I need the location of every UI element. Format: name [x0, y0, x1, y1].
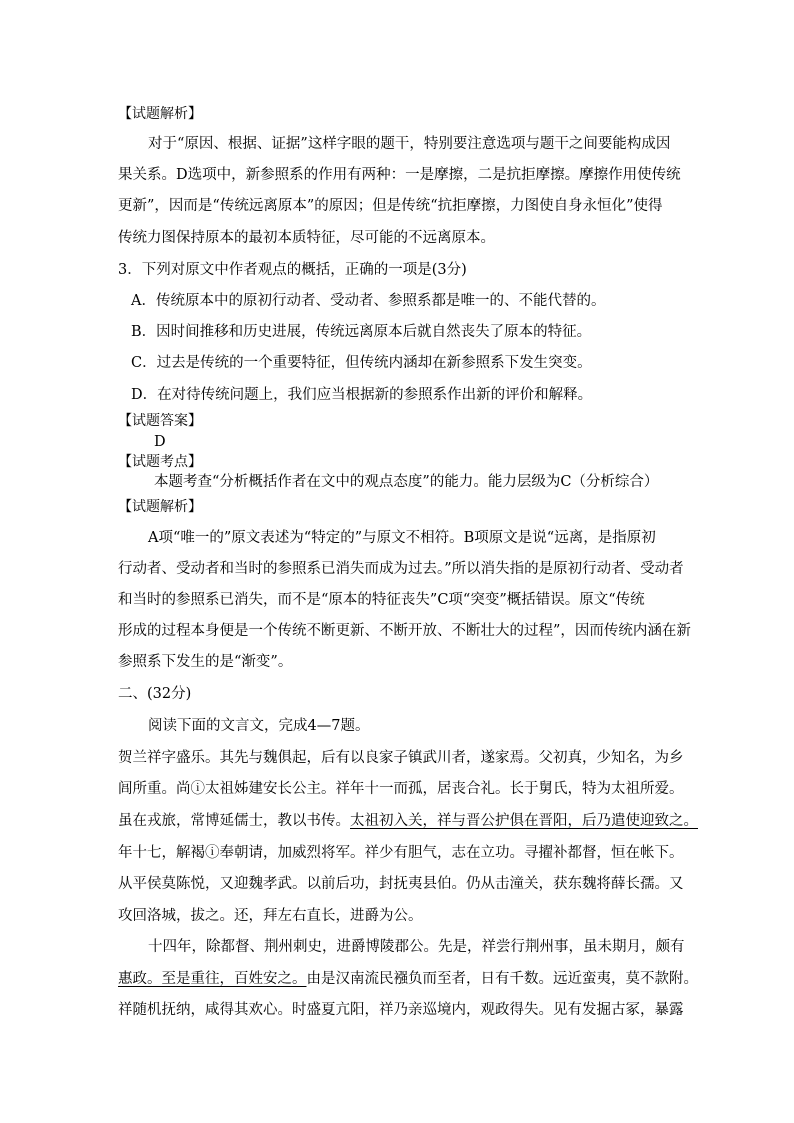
answer-value: D — [154, 434, 166, 450]
section-heading-analysis: 【试题解析】 — [118, 106, 202, 122]
knowledge-point-heading: 【试题考点】 — [118, 454, 202, 470]
text-line: 传统力图保持原本的最初本质特征，尽可能的不远离原本。 — [118, 230, 495, 246]
underlined-sentence: 太祖初入关，祥与晋公护俱在晋阳，后乃遣使迎致之。 — [350, 813, 698, 829]
passage-line: 贺兰祥字盛乐。其先与魏俱起，后有以良家子镇武川者，遂家焉。父初真，少知名，为乡 — [118, 750, 684, 766]
part-heading: 二、(32分) — [118, 686, 192, 702]
knowledge-point-text: 本题考查“分析概括作者在文中的观点态度”的能力。能力层级为C（分析综合） — [154, 474, 659, 490]
text-line: A项“唯一的”原文表述为“特定的”与原文不相符。B项原文是说“远离，是指原初 — [148, 530, 656, 546]
text-line: 对于“原因、根据、证据”这样字眼的题干，特别要注意选项与题干之间要能构成因 — [148, 136, 671, 152]
option-c: C．过去是传统的一个重要特征，但传统内涵却在新参照系下发生突变。 — [131, 355, 592, 371]
passage-line: 闾所重。尚ⓘ太祖姊建安长公主。祥年十一而孤，居丧合礼。长于舅氏，特为太祖所爱。 — [118, 781, 684, 797]
passage-text: 虽在戎旅，常博延儒士，教以书传。 — [118, 813, 350, 829]
instruction: 阅读下面的文言文，完成4—7题。 — [148, 718, 370, 734]
option-a: A．传统原本中的原初行动者、受动者、参照系都是唯一的、不能代替的。 — [131, 293, 606, 309]
text-line: 行动者、受动者和当时的参照系已消失而成为过去。”所以消失指的是原初行动者、受动者 — [118, 561, 684, 577]
text-line: 更新”，因而是“传统远离原本”的原因；但是传统“抗拒摩擦，力图使自身永恒化”使得 — [118, 198, 663, 214]
option-d: D．在对待传统问题上，我们应当根据新的参照系作出新的评价和解释。 — [131, 387, 593, 403]
passage-line: 攻回洛城，拔之。还，拜左右直长，进爵为公。 — [118, 908, 423, 924]
passage-line: 从平侯莫陈悦，又迎魏孝武。以前后功，封抚夷县伯。仍从击潼关，获东魏将薛长孺。又 — [118, 876, 684, 892]
passage-line — [118, 811, 698, 831]
text-line: 和当时的参照系已消失，而不是“原本的特征丧失”C项“突变”概括错误。原文“传统 — [118, 592, 645, 608]
text-line: 形成的过程本身便是一个传统不断更新、不断开放、不断壮大的过程”，因而传统内涵在新 — [118, 623, 691, 639]
question-stem: 3．下列对原文中作者观点的概括，正确的一项是(3分) — [118, 262, 467, 278]
passage-line — [118, 969, 698, 989]
passage-line: 十四年，除都督、荆州刺史，进爵博陵郡公。先是，祥尝行荆州事，虽未期月，颇有 — [148, 939, 685, 955]
passage-line: 祥随机抚纳，咸得其欢心。时盛夏亢阳，祥乃亲巡境内，观政得失。见有发掘古冢，暴露 — [118, 1002, 684, 1018]
text-line: 果关系。D选项中，新参照系的作用有两种：一是摩擦，二是抗拒摩擦。摩擦作用使传统 — [118, 167, 681, 183]
option-b: B．因时间推移和历史进展，传统远离原本后就自然丧失了原本的特征。 — [131, 324, 592, 340]
passage-text: 由是汉南流民襁负而至者，日有千数。远近蛮夷，莫不款附。 — [306, 971, 698, 987]
answer-heading: 【试题答案】 — [118, 413, 202, 429]
passage-line: 年十七，解褐ⓘ奉朝请，加威烈将军。祥少有胆气，志在立功。寻擢补都督，恒在帐下。 — [118, 845, 684, 861]
text-line: 参照系下发生的是“渐变”。 — [118, 654, 293, 670]
underlined-sentence: 惠政。至是重往，百姓安之。 — [118, 971, 307, 987]
analysis-heading: 【试题解析】 — [118, 499, 202, 515]
